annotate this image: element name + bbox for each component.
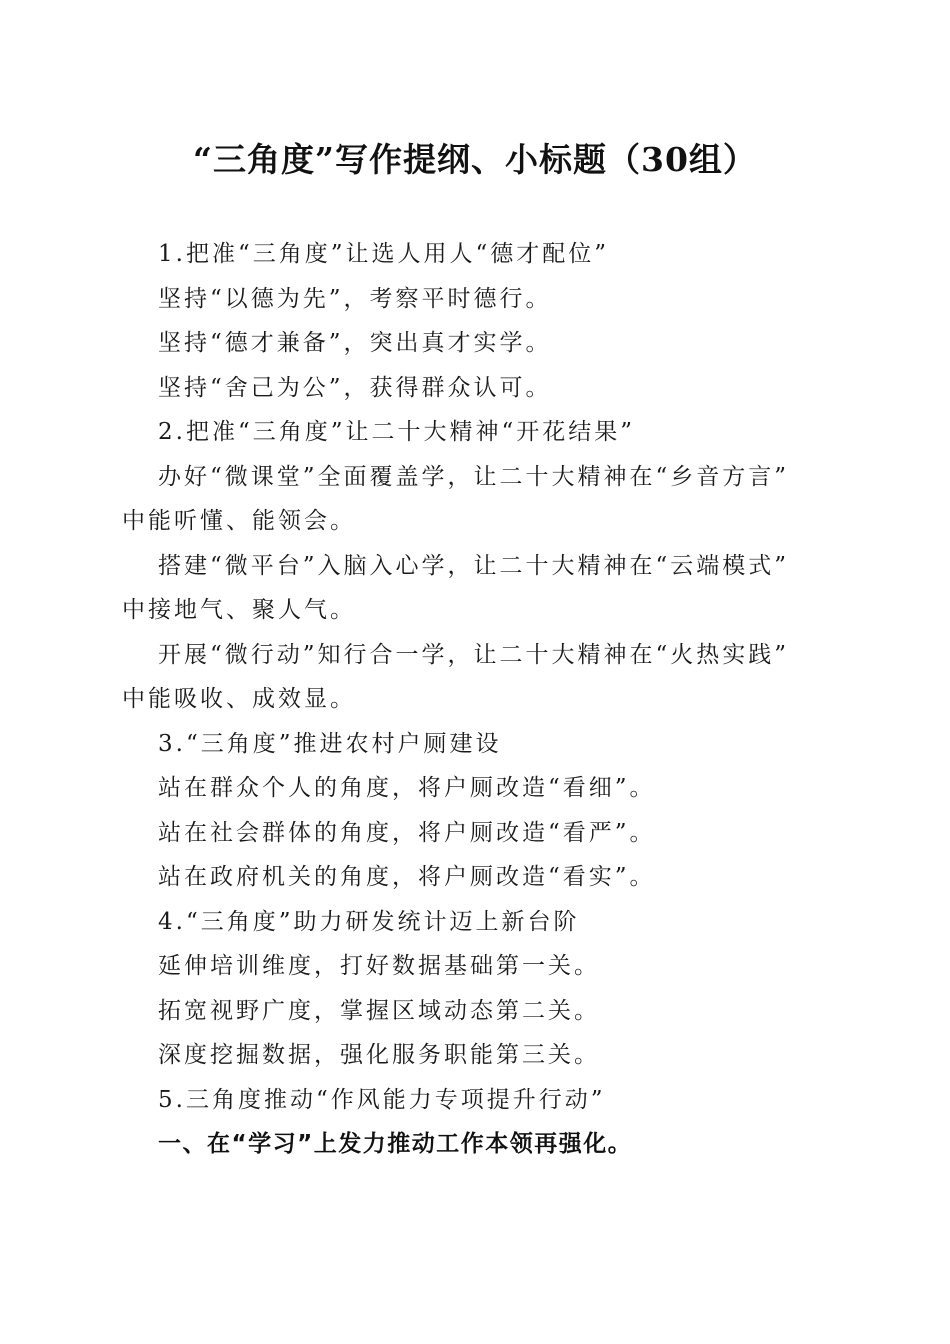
section-heading-3: 3.“三角度”推进农村户厕建设 <box>158 730 502 757</box>
section-heading-5: 5.三角度推动“作风能力专项提升行动” <box>158 1086 606 1113</box>
paragraph-line: 坚持“舍己为公”，获得群众认可。 <box>158 374 552 401</box>
document-title: “三角度”写作提纲、小标题（30组） <box>193 140 757 179</box>
paragraph-line: 深度挖掘数据，强化服务职能第三关。 <box>158 1042 600 1068</box>
document-body <box>122 232 822 1167</box>
paragraph-line: 坚持“以德为先”，考察平时德行。 <box>158 285 552 312</box>
section-heading-4: 4.“三角度”助力研发统计迈上新台阶 <box>158 908 580 935</box>
paragraph-continuation: 中能听懂、能领会。 <box>122 508 356 534</box>
paragraph-continuation: 中能吸收、成效显。 <box>122 686 356 712</box>
paragraph-line: 开展“微行动”知行合一学，让二十大精神在“火热实践” <box>158 641 790 668</box>
sub-heading-bold: 一、在“学习”上发力推动工作本领再强化。 <box>158 1131 633 1157</box>
paragraph-line: 办好“微课堂”全面覆盖学，让二十大精神在“乡音方言” <box>158 463 790 490</box>
paragraph-line: 站在政府机关的角度，将户厕改造“看实”。 <box>158 864 656 890</box>
section-heading-2: 2.把准“三角度”让二十大精神“开花结果” <box>158 419 635 445</box>
paragraph-line: 坚持“德才兼备”，突出真才实学。 <box>158 330 552 356</box>
paragraph-line: 拓宽视野广度，掌握区域动态第二关。 <box>158 997 600 1024</box>
paragraph-line: 搭建“微平台”入脑入心学，让二十大精神在“云端模式” <box>158 552 790 579</box>
paragraph-line: 站在社会群体的角度，将户厕改造“看严”。 <box>158 819 656 846</box>
paragraph-continuation: 中接地气、聚人气。 <box>122 597 356 623</box>
paragraph-line: 站在群众个人的角度，将户厕改造“看细”。 <box>158 775 656 801</box>
section-heading-1: 1.把准“三角度”让选人用人“德才配位” <box>158 241 609 267</box>
paragraph-line: 延伸培训维度，打好数据基础第一关。 <box>158 953 600 979</box>
